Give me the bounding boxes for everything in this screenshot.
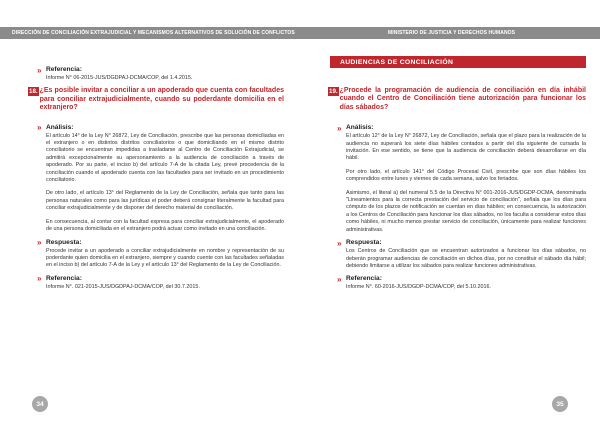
analysis-label: Análisis: bbox=[346, 124, 374, 132]
reference-block bbox=[37, 274, 284, 291]
analysis-paragraph: El artículo 12° de la Ley N° 26872, Ley de Conciliación, señala que el plazo para la realización de la audiencia no superará los siete días hábiles contados a partir del día siguiente de cursada la invitación. En ese sentido, se tiene que la audiencia de conciliación deberá desarrollarse en día hábil. bbox=[346, 133, 586, 162]
reference-label: Referencia: bbox=[346, 275, 382, 283]
answer-block bbox=[337, 238, 586, 270]
chevron-right-icon: » bbox=[337, 274, 342, 284]
analysis-paragraph: De otro lado, el artículo 13° del Reglamento de la Ley de Conciliación, señala que tanto para las personas naturales como para las jurídicas el poder deberá consignar literalmente la facultad para conciliar extrajudicialmente y de disponer del derecho material de conciliación. bbox=[46, 190, 284, 212]
answer-label: Respuesta: bbox=[46, 238, 82, 246]
question-19 bbox=[328, 87, 586, 112]
chevron-right-icon: » bbox=[37, 238, 42, 247]
reference-text: Informe N°. 60-2016-JUS/DGDP-DCMA/COP, del 5.10.2016. bbox=[346, 284, 491, 291]
analysis-block bbox=[337, 123, 586, 234]
analysis-text bbox=[46, 133, 284, 234]
question-text: ¿Procede la programación de audiencia de conciliación en día inhábil cuando el Centro de Conciliación tiene autorización para funcionar los días sábados? bbox=[339, 87, 586, 111]
question-text: ¿Es posible invitar a conciliar a un apoderado que cuenta con facultades para conciliar extrajudicialmente, cuando su poderdante domicilia en el extranjero? bbox=[39, 87, 284, 112]
question-number: 19. bbox=[329, 88, 338, 95]
analysis-block bbox=[37, 123, 284, 234]
reference-label: Referencia: bbox=[46, 66, 82, 73]
analysis-paragraph: Asimismo, el literal a) del numeral 5.5 de la Directiva N° 001-2016-JUS/DGDP-DCMA, denominada "Lineamientos para la correcta prestación del servicio de conciliación", señala que los días para cómputo de los plazos de notificación se cuentan en días hábiles; en consecuencia, la autorización a los Centros de Conciliación para funcionar los días sábados, no los faculta a considerar estos días como hábiles, ni mucho menos prestar servicio de conciliación, únicamente para realizar funciones administrativas. bbox=[346, 189, 586, 233]
section-title: AUDIENCIAS DE CONCILIACIÓN bbox=[330, 56, 586, 68]
chevron-right-icon: » bbox=[337, 123, 342, 133]
question-number: 18. bbox=[29, 88, 38, 96]
right-page-header: MINISTERIO DE JUSTICIA Y DERECHOS HUMANOS bbox=[300, 27, 600, 39]
page-number-right: 35 bbox=[552, 396, 568, 412]
analysis-paragraph: Por otro lado, el artículo 141° del Código Procesal Civil, prescribe que son días hábiles los comprendidos entre lunes y viernes de cada semana, salvo los feriados. bbox=[346, 168, 586, 183]
analysis-paragraph: En consecuencia, al contar con la facultad expresa para conciliar extrajudicialmente, el apoderado de una persona domiciliada en el extranjero podrá actuar como invitado en una conciliación. bbox=[46, 218, 284, 233]
analysis-paragraph: El artículo 14° de la Ley N° 26872, Ley de Conciliación, prescribe que las personas domiciliadas en el extranjero o en distintos distritos conciliatorios o que domiciliando en el mismo distrito conciliatorio se encuentran impedidas a trasladarse al Centro de Conciliación Extrajudicial, se admitirá excepcionalmente su apersonamiento a la audiencia de conciliación a través de apoderado. Por su parte, el inciso b) del artículo 7-A de la citada Ley, prevé procedencia de la conciliación cuando el apoderado cuenta con las facultades para ser invitado en un procedimiento conciliatorio. bbox=[46, 132, 284, 184]
reference-text: Informe N° 06-2015-JUS/DGDPAJ-DCMA/COP, del 1.4.2015. bbox=[46, 75, 193, 81]
answer-label: Respuesta: bbox=[346, 239, 382, 247]
left-page-content bbox=[29, 65, 284, 296]
answer-text: Los Centros de Conciliación que se encuentran autorizados a funcionar los días sábados, no deberán programar audiencias de conciliación en dichos días, por no constituir el sábado día hábil; debiendo limitarse a utilizar los sábados para realizar funciones administrativas. bbox=[346, 248, 586, 269]
analysis-text bbox=[346, 133, 586, 234]
page-number-left: 34 bbox=[32, 396, 48, 412]
chevron-right-icon: » bbox=[337, 238, 342, 248]
analysis-label: Análisis: bbox=[46, 123, 74, 131]
chevron-right-icon: » bbox=[37, 123, 42, 133]
answer-text: Procede invitar a un apoderado a conciliar extrajudicialmente en nombre y representación de su poderdante quien domicilia en el extranjero, siempre y cuando cuente con las facultades señaladas en el inciso b) del artículo 7-A de la Ley y el artículo 13° del Reglamento de la Ley de Conciliación. bbox=[46, 247, 284, 269]
answer-block bbox=[37, 238, 284, 270]
left-page-header: DIRECCIÓN DE CONCILIACIÓN EXTRAJUDICIAL Y MECANISMOS ALTERNATIVOS DE SOLUCIÓN DE CONFLICTOS bbox=[0, 27, 300, 39]
right-page-content bbox=[329, 84, 586, 297]
chevron-right-icon: » bbox=[37, 65, 42, 75]
reference-block bbox=[337, 274, 586, 291]
chevron-right-icon: » bbox=[37, 274, 42, 284]
reference-label: Referencia: bbox=[46, 274, 82, 282]
reference-text: Informe N°. 021-2015-JUS/DGDPAJ-DCMA/COP, del 30.7.2015. bbox=[46, 283, 200, 290]
question-18 bbox=[28, 87, 284, 112]
reference-block bbox=[37, 65, 284, 82]
